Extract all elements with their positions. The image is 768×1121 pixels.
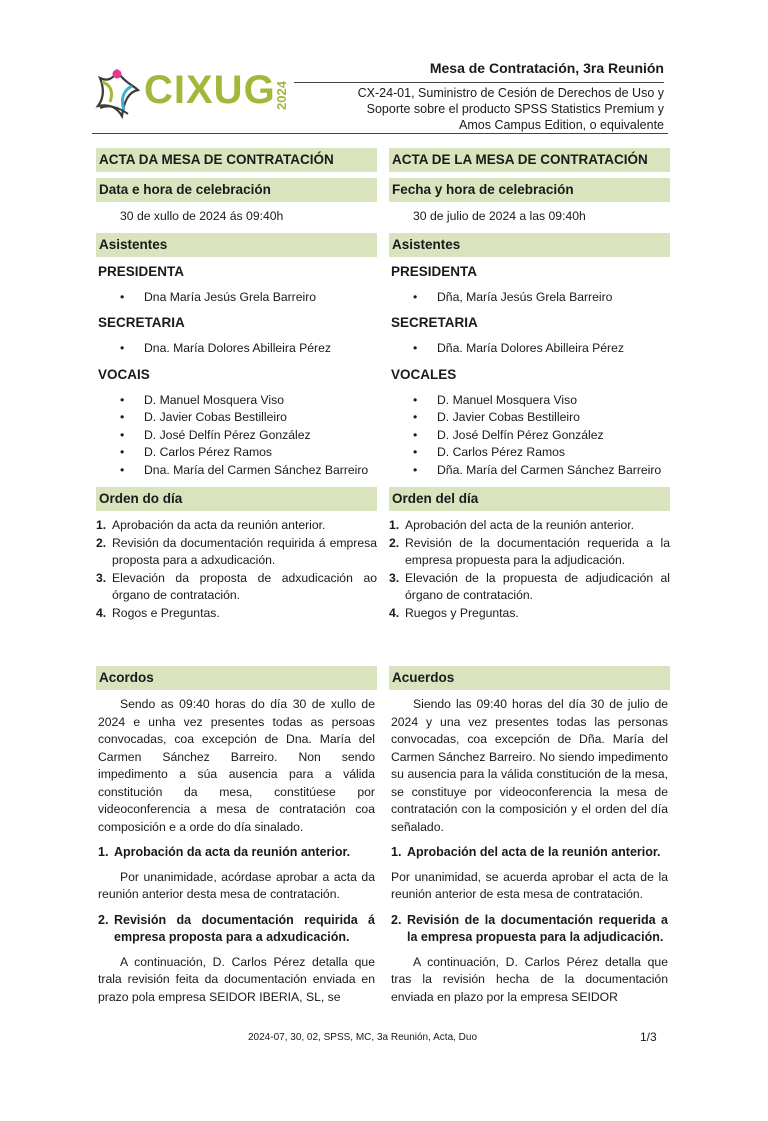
agenda-number: 3. [389,570,400,585]
date-heading: Data e hora de celebración [96,178,377,202]
date-value: 30 de julio de 2024 a las 09:40h [413,209,586,223]
members-heading: VOCAIS [98,366,150,382]
members-list [389,392,670,480]
agreements-intro: Sendo as 09:40 horas do día 30 de xullo de 2024 e unha vez presentes todas as persoas convocadas, coa excepción de Dna. María del Carmen Sánchez Barreiro. Non sendo impedimento a súa ausencia para a válida constitución da mesa, constitúese por videoconferencia a mesa de contratación coa composición e a orde do día sinalado. [98,697,375,834]
agenda-item [389,605,670,623]
agenda-text: Ruegos y Preguntas. [405,605,519,620]
agenda-item [96,535,377,570]
agreements-heading: Acuerdos [389,666,670,690]
list-item: • Dna. María Dolores Abilleira Pérez [96,340,377,358]
president-list [96,289,377,307]
subtitle-line: CX-24-01, Suministro de Cesión de Derechos de Uso y [357,86,664,100]
list-item: • Dña. María Dolores Abilleira Pérez [389,340,670,358]
cixug-logo [92,64,312,124]
list-item: • D. Manuel Mosquera Viso [389,392,670,410]
agreements-heading: Acordos [96,666,377,690]
president-heading: PRESIDENTA [391,263,478,279]
agenda-text: Aprobación del acta de la reunión anterior. [405,518,635,532]
point-2-heading [98,912,375,947]
footer-reference: 2024-07, 30, 02, SPSS, MC, 3a Reunión, Acta, Duo [248,1032,478,1043]
list-item: • Dna María Jesús Grela Barreiro [96,289,377,307]
date-value: 30 de xullo de 2024 ás 09:40h [120,209,284,223]
meeting-title: Mesa de Contratación, 3ra Reunión [429,60,664,76]
list-item: • D. José Delfín Pérez González [96,427,377,445]
galician-column [96,148,377,1014]
point-title: Aprobación del acta de la reunión anterior. [407,845,661,859]
point-number: 1. [391,845,402,859]
spanish-column [389,148,670,1014]
point-2-heading [391,912,668,947]
agenda-text: Revisión de la documentación requerida a la empresa propuesta para la adjudicación. [405,535,670,567]
list-item: • D. Carlos Pérez Ramos [389,444,670,462]
members-list [96,392,377,480]
logo-text: CIXUG [144,68,276,112]
president-heading: PRESIDENTA [98,263,185,279]
president-list [389,289,670,307]
agenda-heading: Orden do día [96,487,377,511]
date-heading: Fecha y hora de celebración [389,178,670,202]
agenda-item [96,570,377,605]
point-title: Aprobación da acta da reunión anterior. [114,845,351,859]
minutes-title: ACTA DA MESA DE CONTRATACIÓN [96,148,377,172]
agenda-text: Elevación de la propuesta de adjudicación al órgano de contratación. [405,570,670,602]
secretary-heading: SECRETARIA [391,315,478,330]
point-2-text: A continuación, D. Carlos Pérez detalla que tras la revisión hecha de la documentación enviada en plazo por la empresa SEIDOR [391,954,668,1004]
agenda-number: 4. [389,605,400,620]
list-item: • D. José Delfín Pérez González [389,427,670,445]
attendees-heading: Asistentes [96,233,377,257]
list-item: • D. Javier Cobas Bestilleiro [389,409,670,427]
list-item: • D. Manuel Mosquera Viso [96,392,377,410]
agreements-intro: Siendo las 09:40 horas del día 30 de julio de 2024 y una vez presentes todas las personas convocadas, coa excepción de Dña. María del Carmen Sánchez Barreiro. No siendo impedimento su ausencia para la válida constitución de la mesa, se constituye por videoconferencia la mesa de contratación con la composición y el orden del día señalado. [391,697,668,834]
agenda-item [389,570,670,605]
agenda-number: 4. [96,605,107,620]
point-title: Revisión de la documentación requerida a la empresa propuesta para la adjudicación. [407,912,668,944]
point-1-text: Por unanimidad, se acuerda aprobar el acta de la reunión anterior de esta mesa de contratación. [391,869,668,901]
secretary-list [96,340,377,358]
header-bottom-rule [92,133,668,134]
cixug-star-icon [94,68,140,120]
header-right [294,58,664,133]
agenda-list [389,517,670,622]
point-2-text: A continuación, D. Carlos Pérez detalla que trala revisión feita da documentación enviada en prazo pola empresa SEIDOR IBERIA, SL, se [98,954,375,1004]
point-title: Revisión da documentación requirida á empresa proposta para a adxudicación. [114,912,375,944]
agenda-number: 2. [389,535,400,550]
list-item: • Dña. María del Carmen Sánchez Barreiro [389,462,670,480]
attendees-heading: Asistentes [389,233,670,257]
agenda-number: 2. [96,535,107,550]
agenda-number: 1. [389,518,400,532]
agenda-heading: Orden del día [389,487,670,511]
agenda-text: Revisión da documentación requirida á empresa proposta para a adxudicación. [112,535,377,567]
subtitle-line: Soporte sobre el producto SPSS Statistics Premium y [366,102,664,116]
list-item: • Dna. María del Carmen Sánchez Barreiro [96,462,377,480]
list-item: • Dña, María Jesús Grela Barreiro [389,289,670,307]
agenda-number: 3. [96,570,107,585]
point-number: 2. [98,912,109,927]
point-1-heading [391,844,668,862]
point-1-text: Por unanimidade, acórdase aprobar a acta da reunión anterior desta mesa de contratación. [98,869,375,901]
agenda-item [96,605,377,623]
minutes-title: ACTA DE LA MESA DE CONTRATACIÓN [389,148,670,172]
header-divider [294,82,664,83]
agenda-list [96,517,377,622]
agenda-text: Rogos e Preguntas. [112,605,220,620]
agenda-item [389,535,670,570]
agenda-text: Aprobación da acta da reunión anterior. [112,518,326,532]
point-1-heading [98,844,375,862]
page-number: 1/3 [640,1030,657,1044]
agenda-number: 1. [96,518,107,532]
subtitle-line: Amos Campus Edition, o equivalente [459,118,664,132]
page-header [92,58,668,134]
agenda-item [389,517,670,535]
logo-year: 2024 [274,81,289,110]
point-number: 1. [98,845,109,859]
secretary-list [389,340,670,358]
agenda-item [96,517,377,535]
members-heading: VOCALES [391,366,457,382]
agenda-text: Elevación da proposta de adxudicación ao órgano de contratación. [112,570,377,602]
list-item: • D. Javier Cobas Bestilleiro [96,409,377,427]
list-item: • D. Carlos Pérez Ramos [96,444,377,462]
point-number: 2. [391,912,402,927]
secretary-heading: SECRETARIA [98,315,185,330]
